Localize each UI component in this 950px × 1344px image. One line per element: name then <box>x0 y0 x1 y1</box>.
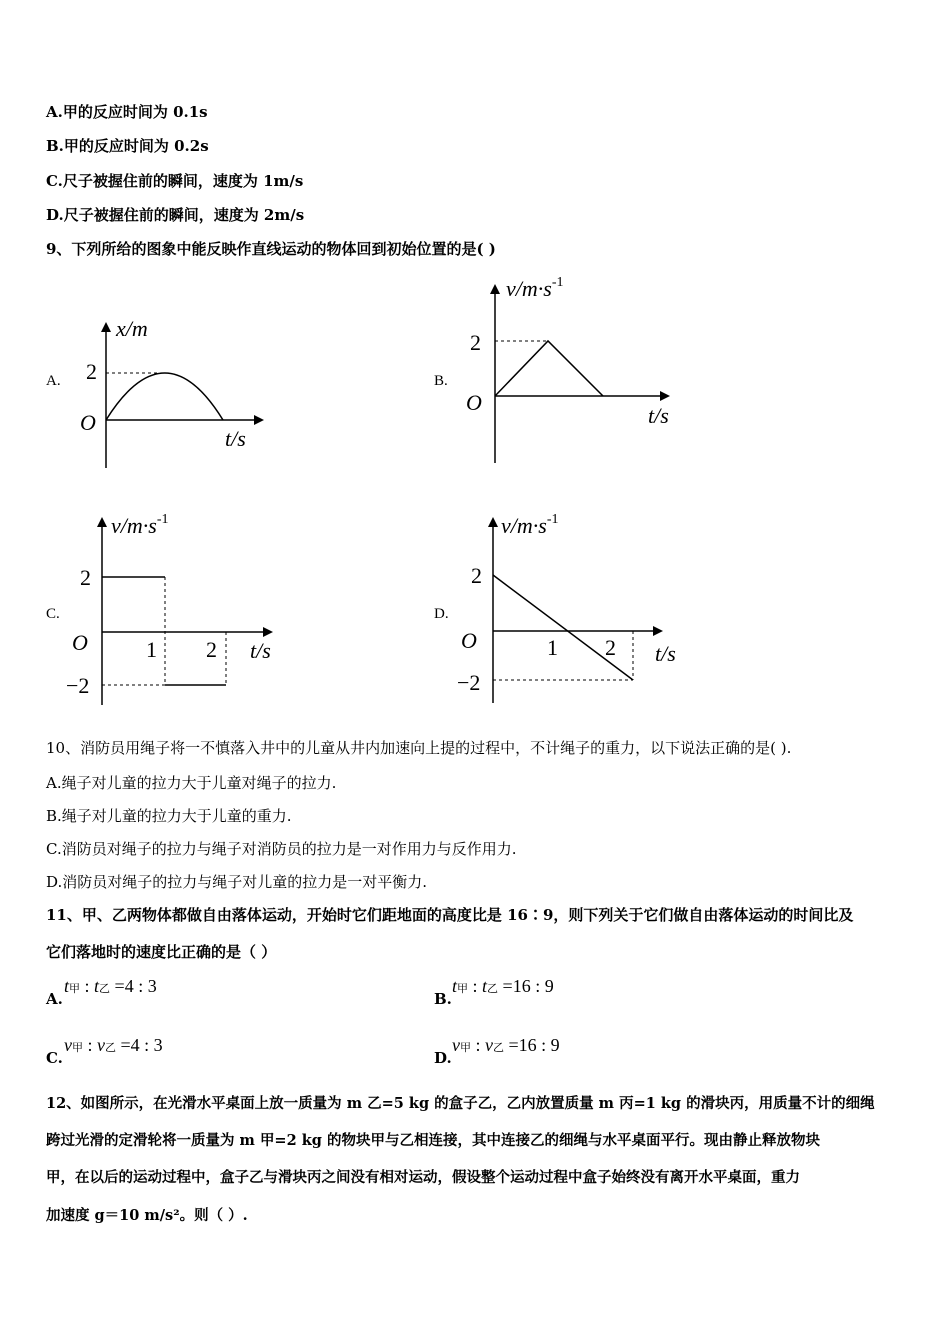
q12-line1: 12、如图所示，在光滑水平桌面上放一质量为 m 乙=5 kg 的盒子乙，乙内放置质量 m 丙=1 kg 的滑块丙，用质量不计的细绳 <box>46 1095 875 1112</box>
graph-a-x-arrow <box>254 415 264 425</box>
q8-option-a: A.甲的反应时间为 0.1s <box>46 103 208 121</box>
q9-option-c-label: C. <box>46 606 60 622</box>
graph-d-y-tick-pos: 2 <box>471 563 482 588</box>
q10-option-b: B.绳子对儿童的拉力大于儿童的重力. <box>46 807 292 825</box>
graph-c-y-tick-neg: −2 <box>66 673 90 698</box>
q11-option-d-label: D. <box>434 1049 452 1067</box>
graph-a-y-tick: 2 <box>86 359 97 384</box>
graph-b-y-label: $v/m\cdot s^{-1}$ <box>506 275 564 301</box>
graph-c-y-label: $v/m\cdot s^{-1}$ <box>111 512 169 538</box>
graph-d-x-tick-1: 1 <box>547 635 558 660</box>
graph-b <box>458 270 688 470</box>
graph-c-x-tick-1: 1 <box>146 637 157 662</box>
graph-d-line <box>493 575 633 680</box>
graph-b-line <box>495 341 603 396</box>
q9-option-b-label: B. <box>434 373 448 389</box>
q11-option-b-formula: t甲 : t乙 =16 : 9 <box>452 976 554 996</box>
q11-option-c-formula: v甲 : v乙 =4 : 3 <box>64 1035 163 1055</box>
q11-option-a-label: A. <box>46 990 63 1008</box>
q11-stem-line2: 它们落地时的速度比正确的是（ ） <box>46 943 277 961</box>
graph-c-x-tick-2: 2 <box>206 637 217 662</box>
graph-d-x-tick-2: 2 <box>605 635 616 660</box>
graph-a-curve <box>106 373 223 420</box>
q9-option-d-label: D. <box>434 606 449 622</box>
q12-line2: 跨过光滑的定滑轮将一质量为 m 甲=2 kg 的物块甲与乙相连接，其中连接乙的细绳与水平桌面平行。现由静止释放物块 <box>46 1132 820 1149</box>
graph-a <box>70 310 270 475</box>
q9-option-a-label: A. <box>46 373 61 389</box>
graph-c-y-tick-pos: 2 <box>80 565 91 590</box>
graph-c-origin: O <box>72 630 88 655</box>
graph-d-y-label: $v/m\cdot s^{-1}$ <box>501 512 559 538</box>
graph-d-x-label: t/s <box>655 641 676 666</box>
graph-d-x-arrow <box>653 626 663 636</box>
graph-a-x-label: t/s <box>225 426 246 451</box>
q11-option-b-label: B. <box>434 990 452 1008</box>
q9-stem: 9、下列所给的图象中能反映作直线运动的物体回到初始位置的是( ) <box>46 240 496 258</box>
graph-b-origin: O <box>466 390 482 415</box>
graph-b-y-tick: 2 <box>470 330 481 355</box>
graph-b-y-arrow <box>490 284 500 294</box>
graph-d-y-tick-neg: −2 <box>457 670 481 695</box>
q11-option-a-formula: t甲 : t乙 =4 : 3 <box>64 976 157 996</box>
graph-b-x-label: t/s <box>648 403 669 428</box>
q11-option-c-label: C. <box>46 1049 63 1067</box>
q11-stem-line1: 11、甲、乙两物体都做自由落体运动，开始时它们距地面的高度比是 16∶9，则下列关于它们做自由落体运动的时间比及 <box>46 906 854 924</box>
graph-c <box>60 505 290 710</box>
graph-d-origin: O <box>461 628 477 653</box>
graph-d-y-arrow <box>488 517 498 527</box>
q12-line4: 加速度 g＝10 m/s²。则（ ）. <box>46 1207 248 1224</box>
graph-d <box>455 505 690 710</box>
q10-option-c: C.消防员对绳子的拉力与绳子对消防员的拉力是一对作用力与反作用力. <box>46 840 517 858</box>
q10-option-d: D.消防员对绳子的拉力与绳子对儿童的拉力是一对平衡力. <box>46 873 428 891</box>
q8-option-b: B.甲的反应时间为 0.2s <box>46 137 209 155</box>
graph-b-x-arrow <box>660 391 670 401</box>
graph-a-y-label: x/m <box>116 316 148 341</box>
q12-line3: 甲，在以后的运动过程中，盒子乙与滑块丙之间没有相对运动，假设整个运动过程中盒子始终没有离开水平桌面，重力 <box>46 1169 800 1186</box>
q8-option-c: C.尺子被握住前的瞬间，速度为 1m/s <box>46 172 304 190</box>
q10-stem: 10、消防员用绳子将一不慎落入井中的儿童从井内加速向上提的过程中，不计绳子的重力，以下说法正确的是( ). <box>46 739 792 757</box>
q8-option-d: D.尺子被握住前的瞬间，速度为 2m/s <box>46 206 305 224</box>
graph-a-y-arrow <box>101 322 111 332</box>
q10-option-a: A.绳子对儿童的拉力大于儿童对绳子的拉力. <box>46 774 337 792</box>
graph-c-x-label: t/s <box>250 638 271 663</box>
graph-c-y-arrow <box>97 517 107 527</box>
q11-option-d-formula: v甲 : v乙 =16 : 9 <box>452 1035 560 1055</box>
graph-a-origin: O <box>80 410 96 435</box>
graph-c-x-arrow <box>263 627 273 637</box>
